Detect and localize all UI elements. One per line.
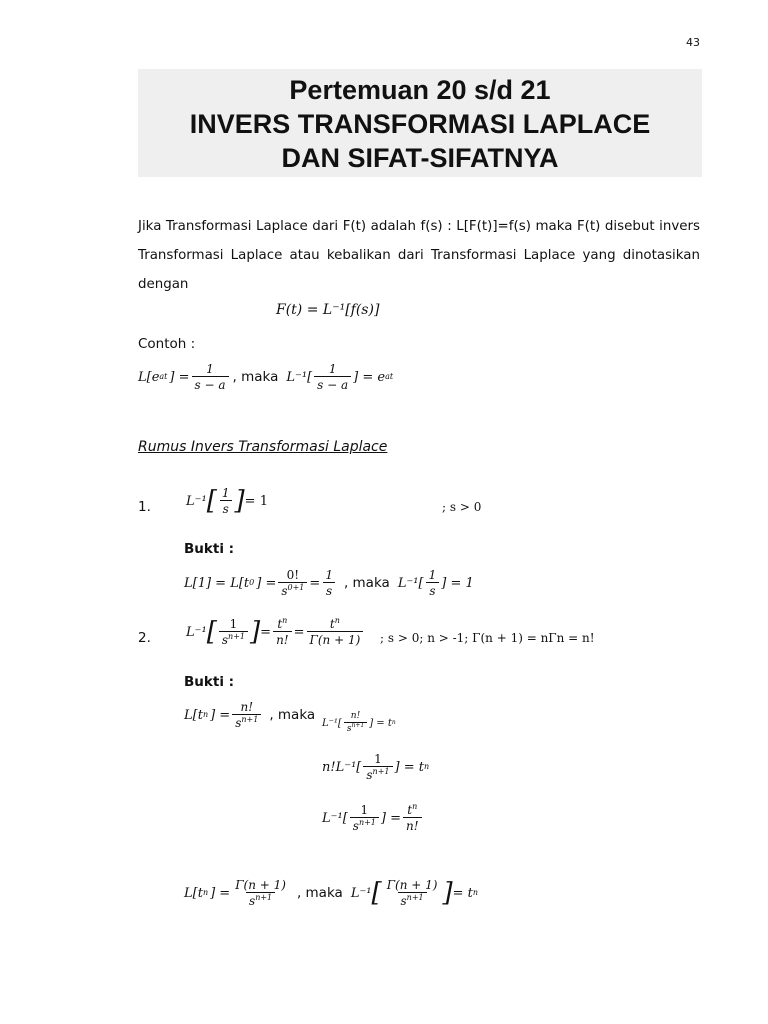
- item-2-lhs: L⁻¹: [186, 624, 207, 640]
- item-1-proof-c: =: [309, 575, 321, 591]
- title-line-3: DAN SIFAT-SIFATNYA: [281, 143, 559, 173]
- example-den-2: s − a: [314, 376, 351, 392]
- example-den: s − a: [192, 376, 229, 392]
- item-2-proof-line-1-rhs: ] = t: [369, 717, 392, 729]
- item-2-proof-line-2-den-wrap: [363, 766, 392, 782]
- item-2-formula: [186, 617, 365, 647]
- example-left: L[e: [138, 369, 160, 385]
- item-2-proof-line-3-den: s: [352, 819, 359, 833]
- item-1-open-bracket: [: [206, 486, 217, 516]
- example-connector: , maka: [232, 369, 279, 385]
- item-2-proof-line-3-den-exp: n+1: [358, 818, 376, 827]
- item-1-proof-num-1: 0!: [286, 568, 300, 582]
- item-2-proof-line-3-rnum-wrap: [404, 803, 420, 817]
- item-2-final-frac-2: [384, 878, 441, 908]
- title-line-2: INVERS TRANSFORMASI LAPLACE: [189, 109, 651, 139]
- item-2-proof-a: L[t: [184, 707, 203, 723]
- item-2-proof-line-1-inv: L⁻¹[: [322, 717, 342, 729]
- example-fraction: [192, 362, 229, 392]
- item-2-proof-den-1-exp: n+1: [241, 715, 259, 724]
- item-2-final-b: ] =: [210, 885, 231, 901]
- example-formula: L[e at ] = $\frac{1}{s - a}$ , maka L⁻¹[ $\frac{1}{s - a}$ ] = e at: [138, 362, 394, 392]
- item-2-final-den-exp: n+1: [255, 893, 273, 902]
- item-2-num: 1: [229, 617, 238, 631]
- item-2-proof-b: ] =: [210, 707, 231, 723]
- item-1-lhs: L⁻¹: [186, 493, 207, 509]
- item-1-proof-den-1: s: [281, 584, 288, 598]
- item-2-num-2: t: [277, 617, 283, 631]
- item-1-proof-inv: L⁻¹[: [397, 575, 424, 591]
- item-2-final-open-bracket: [: [371, 878, 382, 908]
- item-2-proof-line-2: n!L⁻¹[ $\frac{1}{s^{n+1}}$ ] = t n: [322, 752, 430, 782]
- item-1-number: 1.: [138, 499, 151, 515]
- item-2-num-2-wrap: [274, 617, 290, 631]
- item-2-open-bracket: [: [206, 617, 217, 647]
- item-2-final-close-bracket: ]: [442, 878, 453, 908]
- item-2-close-bracket: ]: [250, 617, 261, 647]
- item-2-condition: ; s > 0; n > -1; Γ(n + 1) = nΓn = n!: [380, 631, 595, 645]
- item-1-fraction: [219, 486, 233, 516]
- item-1-proof-connector: , maka: [343, 575, 390, 591]
- item-2-final-den-2-wrap: [398, 892, 427, 908]
- item-2-proof-label: Bukti :: [184, 674, 235, 690]
- item-1-proof-num-3: 1: [428, 568, 437, 582]
- item-2-proof-line-1-den-wrap: [344, 722, 367, 735]
- item-2-final-a: L[t: [184, 885, 203, 901]
- item-2-proof-line-3: [322, 803, 424, 833]
- item-2-den-exp: n+1: [228, 632, 245, 641]
- item-1-proof-rhs: ] = 1: [441, 575, 474, 591]
- item-2-den-2: n!: [273, 631, 292, 647]
- item-1-den: s: [220, 500, 232, 516]
- item-2-final-den-2: s: [400, 894, 407, 908]
- item-2-final-den-wrap: [246, 892, 275, 908]
- item-2-proof-den-1-wrap: [232, 714, 261, 730]
- title-line-1: Pertemuan 20 s/d 21: [289, 75, 551, 105]
- item-2-final-rhs: = t: [452, 885, 473, 901]
- item-2-proof-line-3-rnum-exp: n: [412, 802, 418, 811]
- example-label: Contoh :: [138, 336, 196, 352]
- item-2-proof-line-1-den: s: [346, 724, 352, 734]
- item-2-num-3-wrap: [327, 617, 343, 631]
- item-2-final-num-2: Γ(n + 1): [386, 878, 438, 892]
- example-inv: L⁻¹[: [286, 369, 313, 385]
- definition-formula: F(t) = L⁻¹[f(s)]: [276, 302, 380, 318]
- item-1-proof: L[1] = L[t 0 ] = $\frac{0!}{s^{0+1}}$ = $\frac{1}{s}$ , maka L⁻¹[ $\frac{1}{s}$ ] = 1: [184, 568, 474, 598]
- page-number: 43: [686, 36, 700, 49]
- example-fraction-2: [314, 362, 351, 392]
- item-1-condition: ; s > 0: [442, 500, 482, 514]
- item-2-den-wrap: [219, 631, 248, 647]
- item-1-proof-frac-1: [278, 568, 307, 598]
- item-2-final-inv: L⁻¹: [350, 885, 372, 901]
- item-1-proof-frac-3: [426, 568, 440, 598]
- intro-paragraph: Jika Transformasi Laplace dari F(t) adalah f(s) : L[F(t)]=f(s) maka F(t) disebut invers Transformasi Laplace atau kebalikan dari Transformasi Laplace yang dinotasikan dengan: [138, 219, 700, 292]
- item-1-proof-den-3: s: [426, 582, 438, 598]
- item-1-proof-den-2: s: [323, 582, 335, 598]
- item-2-num-3-exp: n: [334, 616, 340, 625]
- item-2-proof-line-2-lhs: n!L⁻¹[: [322, 759, 362, 775]
- item-1-proof-frac-2: [322, 568, 336, 598]
- item-2-den-3: Γ(n + 1): [307, 631, 364, 647]
- item-2-final: L[t n ] = $\frac{\Gamma(n + 1)}{s^{n+1}}$ , maka L⁻¹ [ $\frac{\Gamma(n + 1)}{s^{n+1}}$ ] = t n: [184, 878, 478, 908]
- item-1-rhs: = 1: [244, 493, 268, 509]
- item-1-formula: [186, 486, 268, 516]
- item-2-den: s: [221, 633, 229, 647]
- item-2-proof-num-1: n!: [240, 700, 254, 714]
- item-2-proof-connector: , maka: [269, 707, 316, 723]
- item-2-eq-1: =: [260, 624, 272, 640]
- item-1-proof-den-1-wrap: [278, 582, 307, 598]
- item-2-proof-line-3-rfrac: [403, 803, 422, 833]
- item-2-proof-line-3-rden: n!: [403, 817, 422, 833]
- item-2-proof-line-2-den: s: [366, 768, 373, 782]
- item-2-proof-line-3-frac: [350, 803, 379, 833]
- item-2-final-connector: , maka: [296, 885, 343, 901]
- example-mid: ] =: [169, 369, 190, 385]
- section-heading: Rumus Invers Transformasi Laplace: [138, 439, 388, 455]
- item-1-proof-label: Bukti :: [184, 541, 235, 557]
- item-2-proof-line-3-lhs: L⁻¹[: [322, 810, 348, 826]
- item-2-proof-line-2-den-exp: n+1: [372, 767, 390, 776]
- item-2-proof-line-3-rnum: t: [407, 803, 413, 817]
- item-2-proof-line-3-eq: ] =: [380, 810, 402, 826]
- item-2-proof-frac-1: [232, 700, 261, 730]
- item-2-proof-den-1: s: [235, 716, 242, 730]
- item-1-proof-a: L[1] = L[t: [184, 575, 250, 591]
- item-2-proof-line-3-den-wrap: [350, 817, 379, 833]
- item-2-fraction: [219, 617, 248, 647]
- item-2-proof-line-2-num: 1: [374, 752, 382, 766]
- item-2-proof-main: L[t n ] = $\frac{n!}{s^{n+1}}$ , maka: [184, 700, 316, 730]
- item-2-proof-line-1-num: n!: [350, 711, 361, 721]
- item-2-final-den-2-exp: n+1: [406, 893, 424, 902]
- item-2-proof-line-2-frac: [363, 752, 392, 782]
- item-2-eq-2: =: [293, 624, 305, 640]
- item-1-proof-num-2: 1: [325, 568, 333, 582]
- item-2-final-frac: [232, 878, 289, 908]
- item-2-proof-line-1-frac: [344, 711, 367, 735]
- item-2-proof-line-2-rhs: ] = t: [394, 759, 424, 775]
- item-2-num-3: t: [329, 617, 335, 631]
- item-2-fraction-3: [307, 617, 364, 647]
- item-2-final-den: s: [249, 894, 256, 908]
- page-title: [138, 69, 702, 177]
- example-num-2: 1: [328, 362, 337, 376]
- item-1-close-bracket: ]: [234, 486, 245, 516]
- item-2-num-2-exp: n: [282, 616, 288, 625]
- item-2-proof-line-1-den-exp: n+1: [351, 722, 365, 729]
- item-1-num: 1: [221, 486, 230, 500]
- item-2-final-num: Γ(n + 1): [235, 878, 286, 892]
- item-2-number: 2.: [138, 630, 151, 646]
- item-2-fraction-2: [273, 617, 292, 647]
- item-2-proof-line-3-num: 1: [360, 803, 369, 817]
- example-close: ] = e: [353, 369, 386, 385]
- example-num: 1: [206, 362, 214, 376]
- item-1-proof-den-1-exp: 0+1: [287, 583, 305, 592]
- item-2-proof-line-1: L⁻¹[ $\frac{n!}{s^{n+1}}$ ] = t n: [322, 711, 396, 734]
- item-1-proof-b: ] =: [256, 575, 277, 591]
